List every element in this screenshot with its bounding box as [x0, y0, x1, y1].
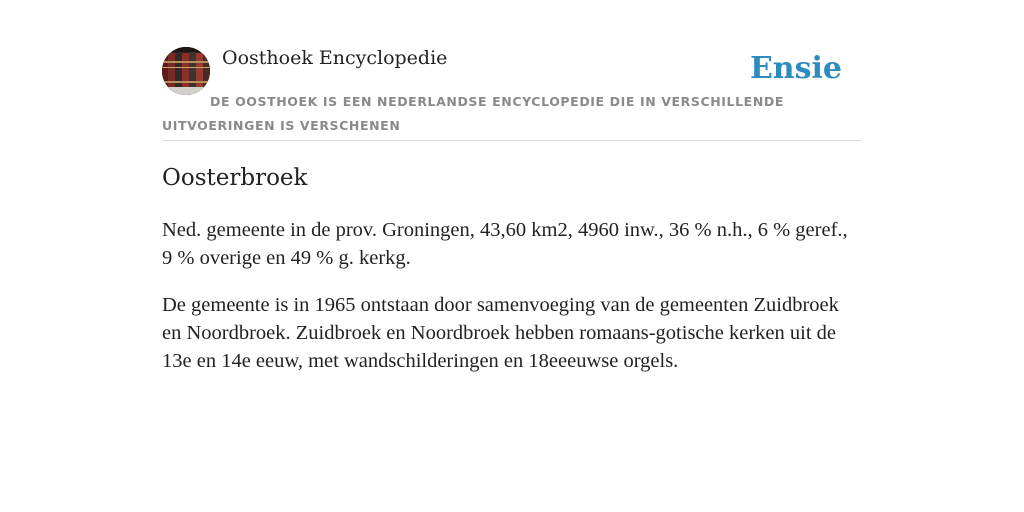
site-header: [162, 46, 862, 141]
article-title: Oosterbroek: [162, 165, 308, 191]
article-paragraph-1: Ned. gemeente in de prov. Groningen, 43,60 km2, 4960 inw., 36 % n.h., 6 % geref., 9 % overige en 49 % g. kerkg.: [162, 219, 848, 269]
brand-logo-link[interactable]: Ensie: [749, 51, 842, 86]
encyclopedia-books-icon[interactable]: [162, 47, 210, 95]
site-title[interactable]: Oosthoek Encyclopedie: [222, 47, 448, 69]
article-body: [162, 216, 862, 394]
article-paragraph-2: De gemeente is in 1965 ontstaan door samenvoeging van de gemeenten Zuidbroek en Noordbroek. Zuidbroek en Noordbroek hebben romaans-gotische kerken uit de 13e en 14e eeuw, met wandschilderingen en 18eeeuwse orgels.: [162, 294, 839, 372]
site-tagline: DE OOSTHOEK IS EEN NEDERLANDSE ENCYCLOPEDIE DIE IN VERSCHILLENDE UITVOERINGEN IS VERSCHENEN: [162, 94, 784, 133]
